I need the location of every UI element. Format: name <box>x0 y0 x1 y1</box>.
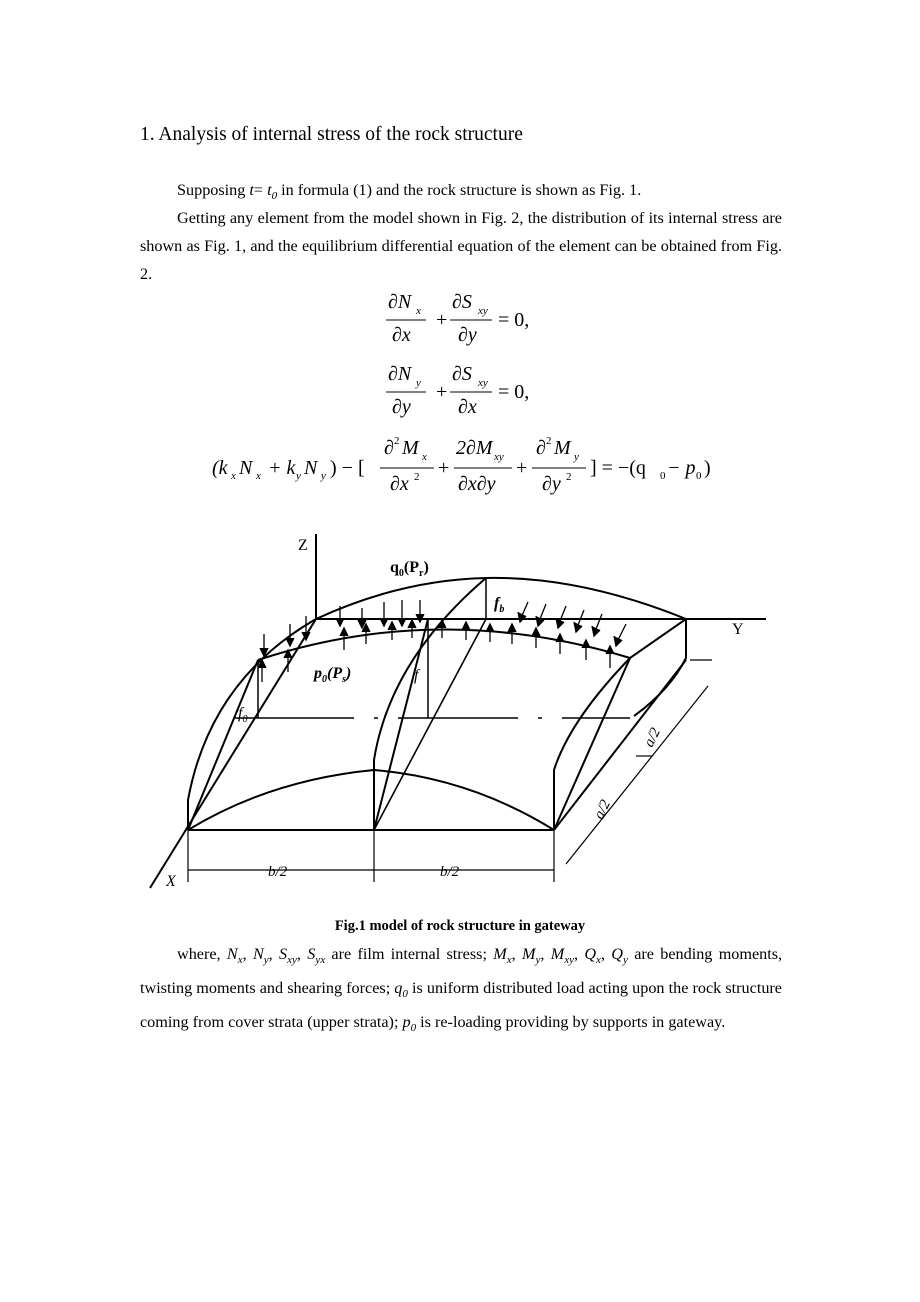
svg-text:N: N <box>239 457 253 479</box>
svg-text:] = −(q: ] = −(q <box>590 457 646 479</box>
rock-structure-figure <box>140 520 780 900</box>
top-right-edge <box>630 619 686 658</box>
b2-right-label: b/2 <box>440 864 460 880</box>
svg-text:+: + <box>516 457 528 479</box>
svg-text:∂x: ∂x <box>392 324 411 346</box>
svg-text:∂x∂y: ∂x∂y <box>458 473 496 495</box>
svg-text:x: x <box>422 451 427 463</box>
svg-text:∂: ∂ <box>384 437 394 459</box>
p0-label: $p_0(P_s)$ <box>314 665 352 685</box>
fb-label: $f_b$ <box>494 595 505 615</box>
svg-text:2∂M: 2∂M <box>456 437 493 459</box>
svg-text:x: x <box>256 470 261 482</box>
svg-text:(k: (k <box>212 457 228 479</box>
diag-middle-2 <box>374 619 486 830</box>
right-back-edge <box>634 619 686 716</box>
middle-arc <box>374 578 486 830</box>
svg-text:xy: xy <box>478 305 488 317</box>
svg-text:∂S: ∂S <box>452 291 472 313</box>
svg-text:+ k: + k <box>268 457 296 479</box>
svg-text:2: 2 <box>414 471 420 483</box>
paragraph-getting-element: Getting any element from the model shown in Fig. 2, the distribution of its internal stress are shown as Fig. 1, and the equilibrium differential equation of the element can be obtained from Fig. 2. <box>140 209 782 283</box>
b2-left-label: b/2 <box>268 864 288 880</box>
svg-text:= 0,: = 0, <box>498 309 530 331</box>
equation-3 <box>206 432 726 498</box>
top-middle-arch <box>258 629 630 660</box>
svg-text:y: y <box>321 470 326 482</box>
x-axis-label: X <box>166 873 176 890</box>
svg-text:) − [: ) − [ <box>330 457 365 479</box>
svg-text:): ) <box>704 457 711 479</box>
a2-bottom-label: a/2 <box>591 797 614 822</box>
svg-text:∂N: ∂N <box>388 363 412 385</box>
svg-text:x: x <box>231 470 236 482</box>
svg-text:∂y: ∂y <box>392 396 411 418</box>
svg-text:y: y <box>416 377 421 389</box>
svg-text:M: M <box>554 437 571 459</box>
svg-text:+: + <box>436 309 448 331</box>
svg-text:2: 2 <box>546 435 552 447</box>
svg-text:0: 0 <box>660 470 666 482</box>
svg-text:∂S: ∂S <box>452 363 472 385</box>
f0-label: $f_0$ <box>238 705 248 725</box>
figure-caption: Fig.1 model of rock structure in gateway <box>334 918 586 934</box>
svg-text:∂x: ∂x <box>458 396 477 418</box>
q0-label: $q_0(P_r)$ <box>390 559 429 579</box>
diag-left <box>188 660 258 830</box>
svg-text:∂: ∂ <box>536 437 546 459</box>
y-axis-label: Y <box>732 621 744 638</box>
section-heading: 1. Analysis of internal stress of the rock structure <box>140 124 523 145</box>
svg-text:M: M <box>402 437 419 459</box>
svg-text:y: y <box>574 451 579 463</box>
svg-text:xy: xy <box>478 377 488 389</box>
svg-text:∂x: ∂x <box>390 473 409 495</box>
svg-text:+: + <box>436 381 448 403</box>
a2-top-label: a/2 <box>641 725 664 750</box>
bottom-front-arch <box>188 770 554 830</box>
x-axis <box>150 619 316 888</box>
equation-1 <box>380 286 550 348</box>
svg-text:xy: xy <box>494 451 504 463</box>
svg-text:+: + <box>438 457 450 479</box>
svg-text:N: N <box>304 457 318 479</box>
svg-text:2: 2 <box>394 435 400 447</box>
svg-text:− p: − p <box>667 457 696 479</box>
svg-text:x: x <box>416 305 421 317</box>
paragraph-supposing: Supposing $t= t_0$ in formula (1) and the rock structure is shown as Fig. 1. <box>177 181 642 203</box>
z-axis-label: Z <box>298 537 308 554</box>
svg-text:∂N: ∂N <box>388 291 412 313</box>
svg-text:= 0,: = 0, <box>498 381 530 403</box>
svg-text:0: 0 <box>696 470 702 482</box>
svg-text:∂y: ∂y <box>458 324 477 346</box>
paragraph-where: where, $N_x$, $N_y$, $S_{xy}$, $S_{yx}$ are film internal stress; $M_x$, $M_y$, $M_{xy}$, $Q_x$, $Q_y$ are bending moments, twisting moments and shearing forces; $q_0$ is uniform distributed load acting upon the rock structure coming from cover strata (upper strata); $p_0$ is re-loading providing by supports in gateway. <box>140 945 783 1035</box>
bottom-right-edge <box>554 660 686 830</box>
equation-2 <box>380 358 550 420</box>
svg-text:2: 2 <box>566 471 572 483</box>
svg-text:y: y <box>296 470 301 482</box>
f-label: f <box>414 667 419 684</box>
svg-text:∂y: ∂y <box>542 473 561 495</box>
